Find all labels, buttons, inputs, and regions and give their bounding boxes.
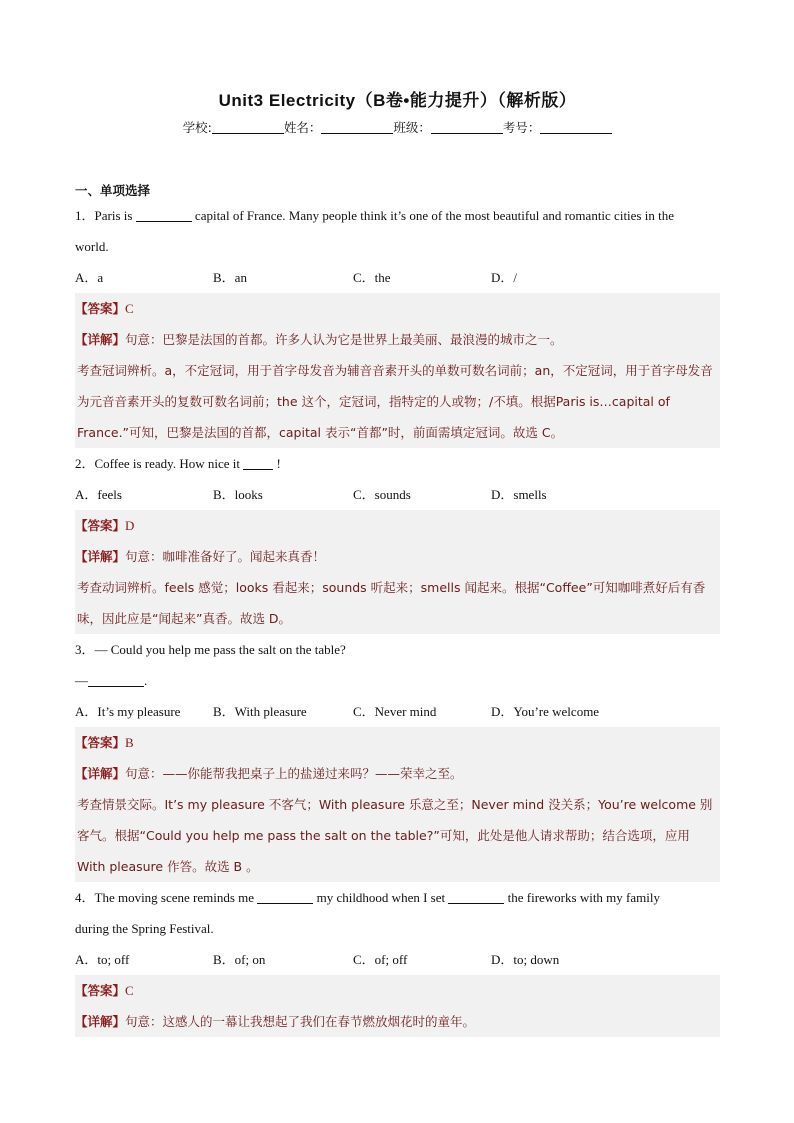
question-4-stem: 4．The moving scene reminds me my childhood when I set the fireworks with my family [75,890,660,905]
option-a[interactable]: A．It’s my pleasure [75,704,181,719]
question-2-stem: 2．Coffee is ready. How nice it ! [75,456,281,471]
question-3-reply: — . [75,673,148,688]
question-4-stem-cont: during the Spring Festival. [75,921,214,936]
question-1-answer: 【答案】C [75,293,720,324]
question-1-stem: 1．Paris is capital of France. Many people think it’s one of the most beautiful and romantic cities in the [75,208,674,223]
option-d[interactable]: D．/ [491,270,518,285]
option-a[interactable]: A．to; off [75,952,130,967]
question-1-explanation: 考查冠词辨析。a，不定冠词，用于首字母发音为辅音音素开头的单数可数名词前；an，不定冠词，用于首字母发音为元音音素开头的复数可数名词前；the 这个，定冠词，指特定的人或物；/不填。根据Paris is…capital of France.”可知，巴黎是法国的首都，capital 表示“首都”时，前面需填定冠词。故选 C。 [75,355,720,448]
question-3-options [75,696,720,727]
student-info-line [75,118,720,136]
option-c[interactable]: C．of; off [353,952,408,967]
option-d[interactable]: D．smells [491,487,547,502]
class-blank[interactable] [431,121,503,134]
school-blank[interactable] [212,121,284,134]
class-label: 班级： [393,120,431,135]
question-1-options [75,262,720,293]
question-4-answer: 【答案】C [75,975,720,1006]
school-label: 学校: [182,120,212,135]
question-1-stem-cont: world. [75,239,109,254]
question-1-blank [136,209,192,222]
question-1-translation: 【详解】句意：巴黎是法国的首都。许多人认为它是世界上最美丽、最浪漫的城市之一。 [75,324,720,355]
option-b[interactable]: B．looks [213,487,263,502]
option-c[interactable]: C．sounds [353,487,411,502]
option-d[interactable]: D．to; down [491,952,560,967]
question-4-blank-2 [448,891,504,904]
exam-no-label: 考号： [502,120,541,135]
option-c[interactable]: C．the [353,270,391,285]
question-3-explanation: 考查情景交际。It’s my pleasure 不客气；With pleasure 乐意之至；Never mind 没关系；You’re welcome 别客气。根据“Could you help me pass the salt on the table?”可知，此处是他人请求帮助；结合选项，应用 With pleasure 作答。故选 B 。 [75,789,720,882]
question-3-translation: 【详解】句意：——你能帮我把桌子上的盐递过来吗？——荣幸之至。 [75,758,720,789]
name-blank[interactable] [321,121,393,134]
questions [75,200,720,1037]
name-label: 姓名： [283,120,322,135]
section-heading: 一、单项选择 [75,183,151,198]
question-3-blank [88,674,144,687]
page-title: Unit3 Electricity（B卷•能力提升）（解析版） [218,91,577,110]
question-2-explanation: 考查动词辨析。feels 感觉；looks 看起来；sounds 听起来；smells 闻起来。根据“Coffee”可知咖啡煮好后有香味，因此应是“闻起来”真香。故选 D。 [75,572,720,634]
option-d[interactable]: D．You’re welcome [491,704,600,719]
question-2-translation: 【详解】句意：咖啡准备好了。闻起来真香！ [75,541,720,572]
option-b[interactable]: B．With pleasure [213,704,307,719]
question-4-options [75,944,720,975]
question-2-answer: 【答案】D [75,510,720,541]
question-3-stem: 3．— Could you help me pass the salt on the table? [75,642,346,657]
question-4-blank-1 [257,891,313,904]
option-b[interactable]: B．of; on [213,952,266,967]
exam-no-blank[interactable] [540,121,612,134]
question-2-options [75,479,720,510]
question-3-answer: 【答案】B [75,727,720,758]
option-c[interactable]: C．Never mind [353,704,437,719]
option-a[interactable]: A．a [75,270,104,285]
question-4-translation: 【详解】句意：这感人的一幕让我想起了我们在春节燃放烟花时的童年。 [75,1006,720,1037]
option-a[interactable]: A．feels [75,487,122,502]
question-2-blank [243,457,273,470]
option-b[interactable]: B．an [213,270,247,285]
